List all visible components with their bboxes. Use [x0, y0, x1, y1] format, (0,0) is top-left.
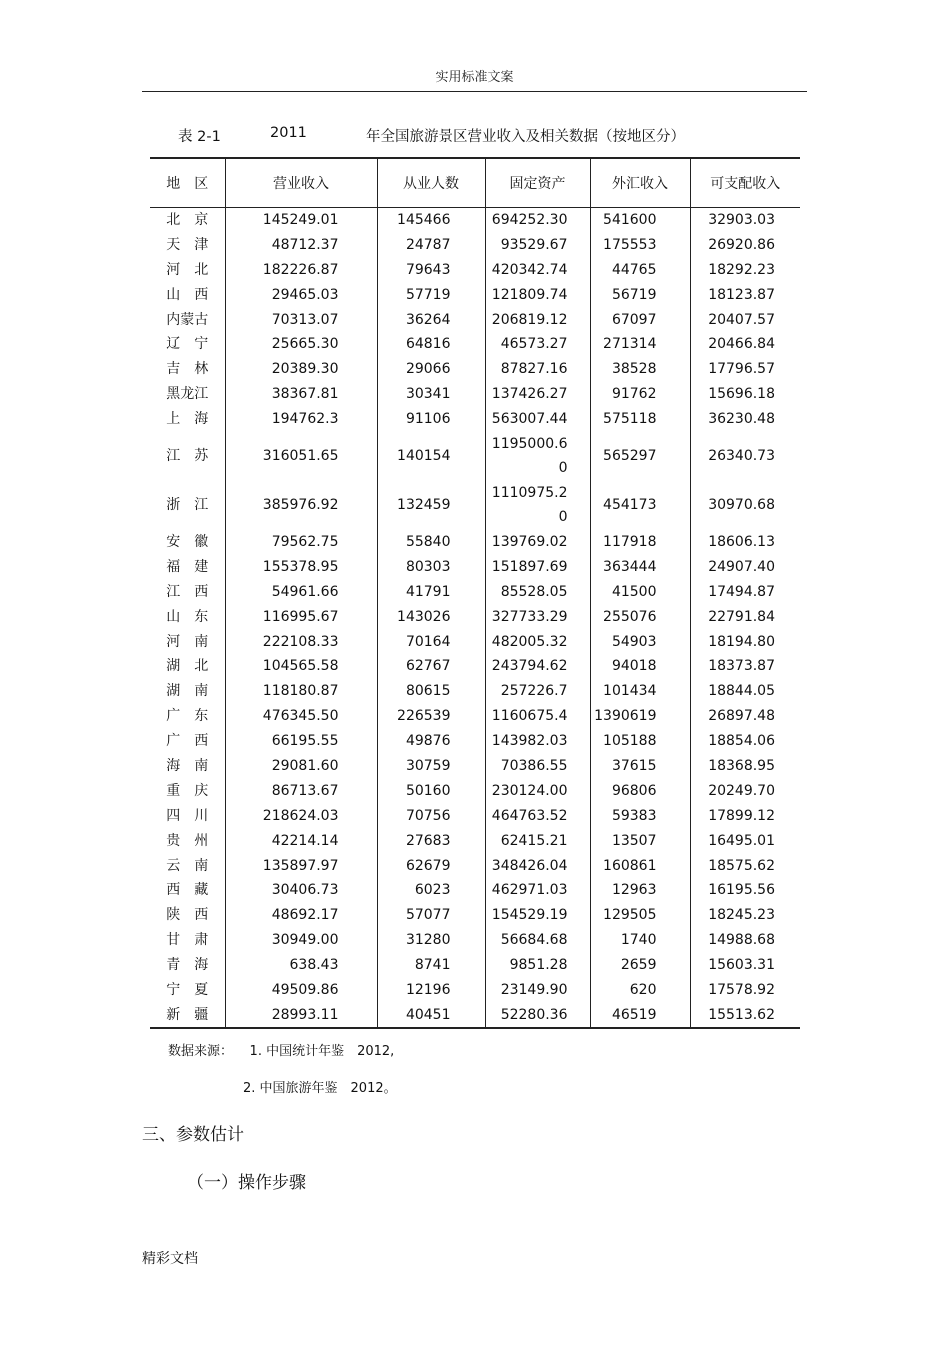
source-label: 数据来源： [168, 1044, 234, 1059]
table-row [150, 978, 800, 1003]
value-cell: 104565.58 [225, 654, 377, 679]
table-row [150, 307, 800, 332]
value-cell: 565297 [590, 432, 690, 481]
value-cell: 17899.12 [690, 803, 800, 828]
table-caption-label: 表 2-1 [178, 129, 221, 145]
value-cell: 2659 [590, 953, 690, 978]
value-cell: 20466.84 [690, 332, 800, 357]
value-cell: 87827.16 [485, 357, 590, 382]
region-cell: 吉 林 [166, 361, 209, 378]
source-line-1 [168, 1040, 394, 1059]
value-cell: 15513.62 [690, 1002, 800, 1028]
value-cell: 363444 [590, 554, 690, 579]
value-cell: 50160 [377, 778, 485, 803]
value-cell: 70164 [377, 629, 485, 654]
region-cell: 河 南 [166, 633, 209, 650]
value-cell: 271314 [590, 332, 690, 357]
value-cell: 26897.48 [690, 704, 800, 729]
value-cell: 54961.66 [225, 579, 377, 604]
value-cell: 30759 [377, 754, 485, 779]
page-footer: 精彩文档 [142, 1251, 198, 1267]
value-cell: 70313.07 [225, 307, 377, 332]
value-cell: 57719 [377, 282, 485, 307]
value-cell: 85528.05 [485, 579, 590, 604]
value-cell: 16195.56 [690, 878, 800, 903]
value-cell: 20389.30 [225, 357, 377, 382]
region-cell: 陕 西 [166, 907, 209, 924]
value-cell: 49509.86 [225, 978, 377, 1003]
table-caption-year: 2011 [270, 125, 307, 141]
value-cell: 118180.87 [225, 679, 377, 704]
value-cell: 29066 [377, 357, 485, 382]
value-cell: 135897.97 [225, 853, 377, 878]
table-row [150, 754, 800, 779]
value-cell: 30970.68 [690, 481, 800, 530]
table-row [150, 407, 800, 432]
region-cell: 广 西 [166, 733, 209, 750]
value-cell: 348426.04 [485, 853, 590, 878]
value-cell: 476345.50 [225, 704, 377, 729]
region-cell: 山 东 [166, 608, 209, 625]
region-cell: 上 海 [166, 411, 209, 428]
column-header: 营业收入 [225, 158, 377, 207]
value-cell: 59383 [590, 803, 690, 828]
value-cell: 17494.87 [690, 579, 800, 604]
value-cell: 462971.03 [485, 878, 590, 903]
table-header-row [150, 158, 800, 207]
value-cell: 80303 [377, 554, 485, 579]
table-row [150, 729, 800, 754]
value-cell: 79643 [377, 257, 485, 282]
table-row [150, 332, 800, 357]
value-cell: 117918 [590, 530, 690, 555]
value-cell: 18123.87 [690, 282, 800, 307]
value-cell: 52280.36 [485, 1002, 590, 1028]
region-cell: 广 东 [166, 708, 209, 725]
value-cell: 17796.57 [690, 357, 800, 382]
header-divider [142, 91, 807, 92]
value-cell: 15696.18 [690, 382, 800, 407]
value-cell: 8741 [377, 953, 485, 978]
value-cell-part: 1195000.6 [491, 436, 568, 453]
value-cell: 46573.27 [485, 332, 590, 357]
value-cell: 1740 [590, 928, 690, 953]
value-cell: 86713.67 [225, 778, 377, 803]
value-cell: 13507 [590, 828, 690, 853]
value-cell: 454173 [590, 481, 690, 530]
value-cell: 18194.80 [690, 629, 800, 654]
value-cell: 26340.73 [690, 432, 800, 481]
value-cell: 70756 [377, 803, 485, 828]
value-cell: 38367.81 [225, 382, 377, 407]
region-cell: 青 海 [166, 957, 209, 974]
value-cell: 175553 [590, 232, 690, 257]
value-cell-part: 0 [558, 509, 568, 526]
column-header: 外汇收入 [590, 158, 690, 207]
value-cell: 79562.75 [225, 530, 377, 555]
value-cell: 36230.48 [690, 407, 800, 432]
value-cell: 18245.23 [690, 903, 800, 928]
value-cell: 18854.06 [690, 729, 800, 754]
value-cell: 257226.7 [485, 679, 590, 704]
value-cell: 67097 [590, 307, 690, 332]
value-cell: 22791.84 [690, 604, 800, 629]
region-cell: 重 庆 [166, 782, 209, 799]
table-row [150, 530, 800, 555]
value-cell: 28993.11 [225, 1002, 377, 1028]
table-row [150, 629, 800, 654]
value-cell: 132459 [377, 481, 485, 530]
value-cell: 140154 [377, 432, 485, 481]
value-cell: 41500 [590, 579, 690, 604]
value-cell: 15603.31 [690, 953, 800, 978]
value-cell: 482005.32 [485, 629, 590, 654]
table-caption-title: 年全国旅游景区营业收入及相关数据（按地区分） [366, 129, 685, 145]
region-cell: 云 南 [166, 857, 209, 874]
value-cell: 222108.33 [225, 629, 377, 654]
value-cell: 54903 [590, 629, 690, 654]
region-cell: 安 徽 [166, 533, 209, 550]
table-row [150, 257, 800, 282]
region-cell: 江 苏 [166, 448, 209, 465]
source-item-2: 2. 中国旅游年鉴 2012。 [243, 1081, 397, 1096]
value-cell: 94018 [590, 654, 690, 679]
table-body [150, 207, 800, 1028]
table-row [150, 903, 800, 928]
table-row [150, 604, 800, 629]
value-cell: 37615 [590, 754, 690, 779]
tourism-data-table [150, 157, 800, 1029]
value-cell: 464763.52 [485, 803, 590, 828]
value-cell: 12196 [377, 978, 485, 1003]
region-cell: 江 西 [166, 583, 209, 600]
value-cell: 182226.87 [225, 257, 377, 282]
value-cell: 62679 [377, 853, 485, 878]
value-cell: 6023 [377, 878, 485, 903]
value-cell: 46519 [590, 1002, 690, 1028]
source-item-1: 1. 中国统计年鉴 2012, [249, 1044, 395, 1059]
value-cell: 151897.69 [485, 554, 590, 579]
value-cell: 66195.55 [225, 729, 377, 754]
value-cell: 20407.57 [690, 307, 800, 332]
value-cell: 226539 [377, 704, 485, 729]
value-cell: 24787 [377, 232, 485, 257]
column-header: 从业人数 [377, 158, 485, 207]
table-row [150, 232, 800, 257]
table-row [150, 207, 800, 232]
value-cell-part: 1110975.2 [491, 485, 568, 502]
value-cell: 243794.62 [485, 654, 590, 679]
value-cell: 56719 [590, 282, 690, 307]
value-cell: 17578.92 [690, 978, 800, 1003]
table-row [150, 1002, 800, 1028]
value-cell-part: 0 [558, 460, 568, 477]
value-cell: 49876 [377, 729, 485, 754]
value-cell: 327733.29 [485, 604, 590, 629]
value-cell: 139769.02 [485, 530, 590, 555]
value-cell: 57077 [377, 903, 485, 928]
table-row [150, 432, 800, 481]
table-row [150, 282, 800, 307]
value-cell: 30949.00 [225, 928, 377, 953]
value-cell: 18373.87 [690, 654, 800, 679]
value-cell: 24907.40 [690, 554, 800, 579]
table-row [150, 778, 800, 803]
value-cell: 62767 [377, 654, 485, 679]
value-cell: 255076 [590, 604, 690, 629]
value-cell: 80615 [377, 679, 485, 704]
value-cell: 116995.67 [225, 604, 377, 629]
value-cell: 40451 [377, 1002, 485, 1028]
value-cell: 143982.03 [485, 729, 590, 754]
value-cell: 29465.03 [225, 282, 377, 307]
value-cell: 18606.13 [690, 530, 800, 555]
table-row [150, 953, 800, 978]
value-cell: 44765 [590, 257, 690, 282]
value-cell: 9851.28 [485, 953, 590, 978]
value-cell: 129505 [590, 903, 690, 928]
region-cell: 湖 南 [166, 683, 209, 700]
value-cell: 55840 [377, 530, 485, 555]
value-cell: 26920.86 [690, 232, 800, 257]
value-cell: 145466 [377, 207, 485, 232]
region-cell: 山 西 [166, 286, 209, 303]
value-cell: 23149.90 [485, 978, 590, 1003]
value-cell: 620 [590, 978, 690, 1003]
value-cell: 145249.01 [225, 207, 377, 232]
value-cell: 38528 [590, 357, 690, 382]
region-cell: 辽 宁 [166, 336, 209, 353]
value-cell: 64816 [377, 332, 485, 357]
value-cell: 93529.67 [485, 232, 590, 257]
table-row [150, 853, 800, 878]
value-cell: 218624.03 [225, 803, 377, 828]
value-cell: 36264 [377, 307, 485, 332]
value-cell: 30341 [377, 382, 485, 407]
page-header: 实用标准文案 [435, 70, 514, 85]
table-row [150, 654, 800, 679]
value-cell: 316051.65 [225, 432, 377, 481]
value-cell: 1390619 [590, 704, 690, 729]
value-cell: 18844.05 [690, 679, 800, 704]
value-cell: 30406.73 [225, 878, 377, 903]
region-cell: 内蒙古 [166, 311, 209, 328]
value-cell: 154529.19 [485, 903, 590, 928]
value-cell: 91762 [590, 382, 690, 407]
value-cell: 194762.3 [225, 407, 377, 432]
table-row [150, 928, 800, 953]
region-cell: 黑龙江 [166, 386, 209, 403]
value-cell: 230124.00 [485, 778, 590, 803]
value-cell: 18292.23 [690, 257, 800, 282]
table-row [150, 704, 800, 729]
region-cell: 海 南 [166, 757, 209, 774]
value-cell: 56684.68 [485, 928, 590, 953]
table-row [150, 579, 800, 604]
value-cell: 18575.62 [690, 853, 800, 878]
value-cell: 143026 [377, 604, 485, 629]
value-cell: 42214.14 [225, 828, 377, 853]
value-cell: 62415.21 [485, 828, 590, 853]
value-cell: 121809.74 [485, 282, 590, 307]
region-cell: 天 津 [166, 236, 209, 253]
value-cell: 541600 [590, 207, 690, 232]
table-row [150, 679, 800, 704]
region-cell: 浙 江 [166, 497, 209, 514]
value-cell: 385976.92 [225, 481, 377, 530]
value-cell: 16495.01 [690, 828, 800, 853]
value-cell: 29081.60 [225, 754, 377, 779]
region-cell: 西 藏 [166, 882, 209, 899]
value-cell: 638.43 [225, 953, 377, 978]
section-title: 三、参数估计 [142, 1125, 244, 1145]
value-cell: 20249.70 [690, 778, 800, 803]
table-row [150, 828, 800, 853]
value-cell: 27683 [377, 828, 485, 853]
region-cell: 贵 州 [166, 832, 209, 849]
table-row [150, 481, 800, 530]
value-cell [485, 481, 590, 530]
value-cell: 48692.17 [225, 903, 377, 928]
region-cell: 新 疆 [166, 1006, 209, 1023]
value-cell: 12963 [590, 878, 690, 903]
column-header: 可支配收入 [690, 158, 800, 207]
value-cell: 575118 [590, 407, 690, 432]
region-cell: 四 川 [166, 807, 209, 824]
column-header: 固定资产 [485, 158, 590, 207]
value-cell: 563007.44 [485, 407, 590, 432]
value-cell: 105188 [590, 729, 690, 754]
table-row [150, 357, 800, 382]
value-cell: 160861 [590, 853, 690, 878]
value-cell: 137426.27 [485, 382, 590, 407]
value-cell: 206819.12 [485, 307, 590, 332]
table-row [150, 382, 800, 407]
value-cell: 14988.68 [690, 928, 800, 953]
region-cell: 河 北 [166, 261, 209, 278]
region-cell: 北 京 [166, 211, 209, 228]
subsection-title: （一）操作步骤 [187, 1173, 306, 1193]
region-cell: 湖 北 [166, 658, 209, 675]
value-cell: 96806 [590, 778, 690, 803]
value-cell: 1160675.4 [485, 704, 590, 729]
table-row [150, 554, 800, 579]
table-row [150, 803, 800, 828]
value-cell: 420342.74 [485, 257, 590, 282]
value-cell: 48712.37 [225, 232, 377, 257]
region-cell: 福 建 [166, 558, 209, 575]
value-cell: 155378.95 [225, 554, 377, 579]
value-cell: 70386.55 [485, 754, 590, 779]
column-header: 地 区 [166, 175, 209, 192]
value-cell: 31280 [377, 928, 485, 953]
value-cell: 101434 [590, 679, 690, 704]
value-cell: 25665.30 [225, 332, 377, 357]
value-cell: 91106 [377, 407, 485, 432]
value-cell: 694252.30 [485, 207, 590, 232]
value-cell: 32903.03 [690, 207, 800, 232]
region-cell: 宁 夏 [166, 981, 209, 998]
region-cell: 甘 肃 [166, 932, 209, 949]
value-cell: 18368.95 [690, 754, 800, 779]
value-cell: 41791 [377, 579, 485, 604]
table-row [150, 878, 800, 903]
value-cell [485, 432, 590, 481]
